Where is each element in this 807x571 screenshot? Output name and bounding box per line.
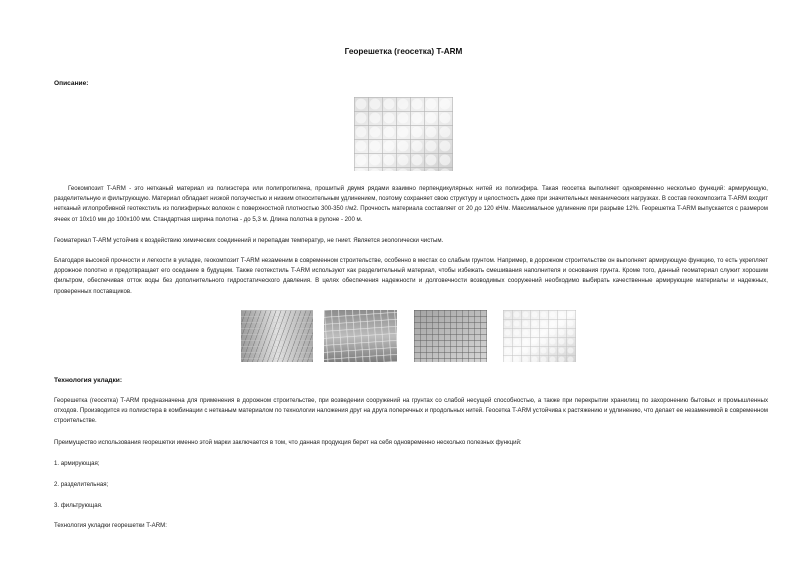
technology-closing-line: Технология укладки георешетки T-ARM:	[54, 522, 167, 529]
geogrid-sample-3	[414, 310, 487, 362]
technology-paragraph-2-text: Преимущество использования георешетки именно этой марки заключается в том, что данная продукция берет на себя одновременно несколько полезных функций:	[54, 439, 522, 446]
function-list-item: 1. армирующая;	[54, 460, 100, 467]
technology-paragraph-1-text: Георешетка (геосетка) T-ARM предназначена для применения в дорожном строительстве, при возведении сооружений на грунтах со слабой несущей способностью, а также при перекрытии хранилищ по захоронению бытовых и промышленных отходов. Производится из полиэстера в комбинации с нетканым материалом по технологии наложения друг на друга поперечных и продольных нитей. Геосетка T-ARM устойчива к растяжению и удлинению, что делает ее незаменимой в современном строительстве.	[54, 397, 768, 425]
description-paragraph-3	[54, 256, 768, 297]
technology-paragraph-2	[54, 438, 768, 448]
description-paragraph-3-text: Благодаря высокой прочности и легкости в укладке, геокомпозит T-ARM незаменим в современном строительстве, особенно в местах со слабым грунтом. Например, в дорожном строительстве он выполняет армирующую функцию, то есть укрепляет дорожное полотно и предотвращает его оседание в будущем. Также геотекстиль T-ARM используют как разделительный материал, чтобы избежать смешивания наполнителя и основания грунта. Кроме того, данный геоматериал служит хорошим фильтром, обеспечивая отток воды без дополнительного гидростатического давления. В целях обеспечения надежности и долговечности возводимых сооружений необходимо выбирать качественные армирующие материалы и надежных, проверенных поставщиков.	[54, 257, 768, 295]
geogrid-closeup-photo	[354, 97, 453, 171]
technology-heading: Технология укладки:	[54, 377, 123, 384]
description-paragraph-1-text: Геокомпозит T-ARM - это нетканый материал из полиэстера или полипропилена, прошитый двумя рядами взаимно перпендикулярных нитей из полиэфира. Такая геосетка выполняет одновременно несколько функций: армирующую, разделительную и фильтрующую. Материал обладает низкой ползучестью и низким относительным удлинением, поэтому сохраняет свою структуру и целостность даже при значительных механических нагрузках. В состав геокомпозита T-ARM входит нетканый иглопробивной геотекстиль из полиэфирных волокон с поверхностной плотностью 300-350 г/м2. Прочность материала составляет от 20 до 120 кН/м. Максимальное удлинение при разрыве 12%. Георешетка T-ARM выпускается с размером ячеек от 10х10 мм до 100х100 мм. Стандартная ширина полотна - до 5,3 м. Длина полотна в рулоне - 200 м.	[54, 185, 768, 223]
function-list-item: 2. разделительная;	[54, 481, 109, 488]
description-heading: Описание:	[54, 80, 89, 87]
geogrid-sample-1	[241, 310, 313, 362]
technology-paragraph-1	[54, 396, 768, 427]
document-title: Георешетка (геосетка) T-ARM	[344, 47, 463, 56]
description-paragraph-2	[54, 236, 768, 246]
function-list-item: 3. фильтрующая.	[54, 502, 103, 509]
description-paragraph-1	[54, 184, 768, 225]
description-paragraph-2-text: Геоматериал T-ARM устойчив к воздействию химических соединений и перепадам температур, не гниет. Является экологически чистым.	[54, 237, 444, 244]
geogrid-sample-2	[324, 310, 397, 362]
geogrid-sample-4	[503, 310, 576, 362]
